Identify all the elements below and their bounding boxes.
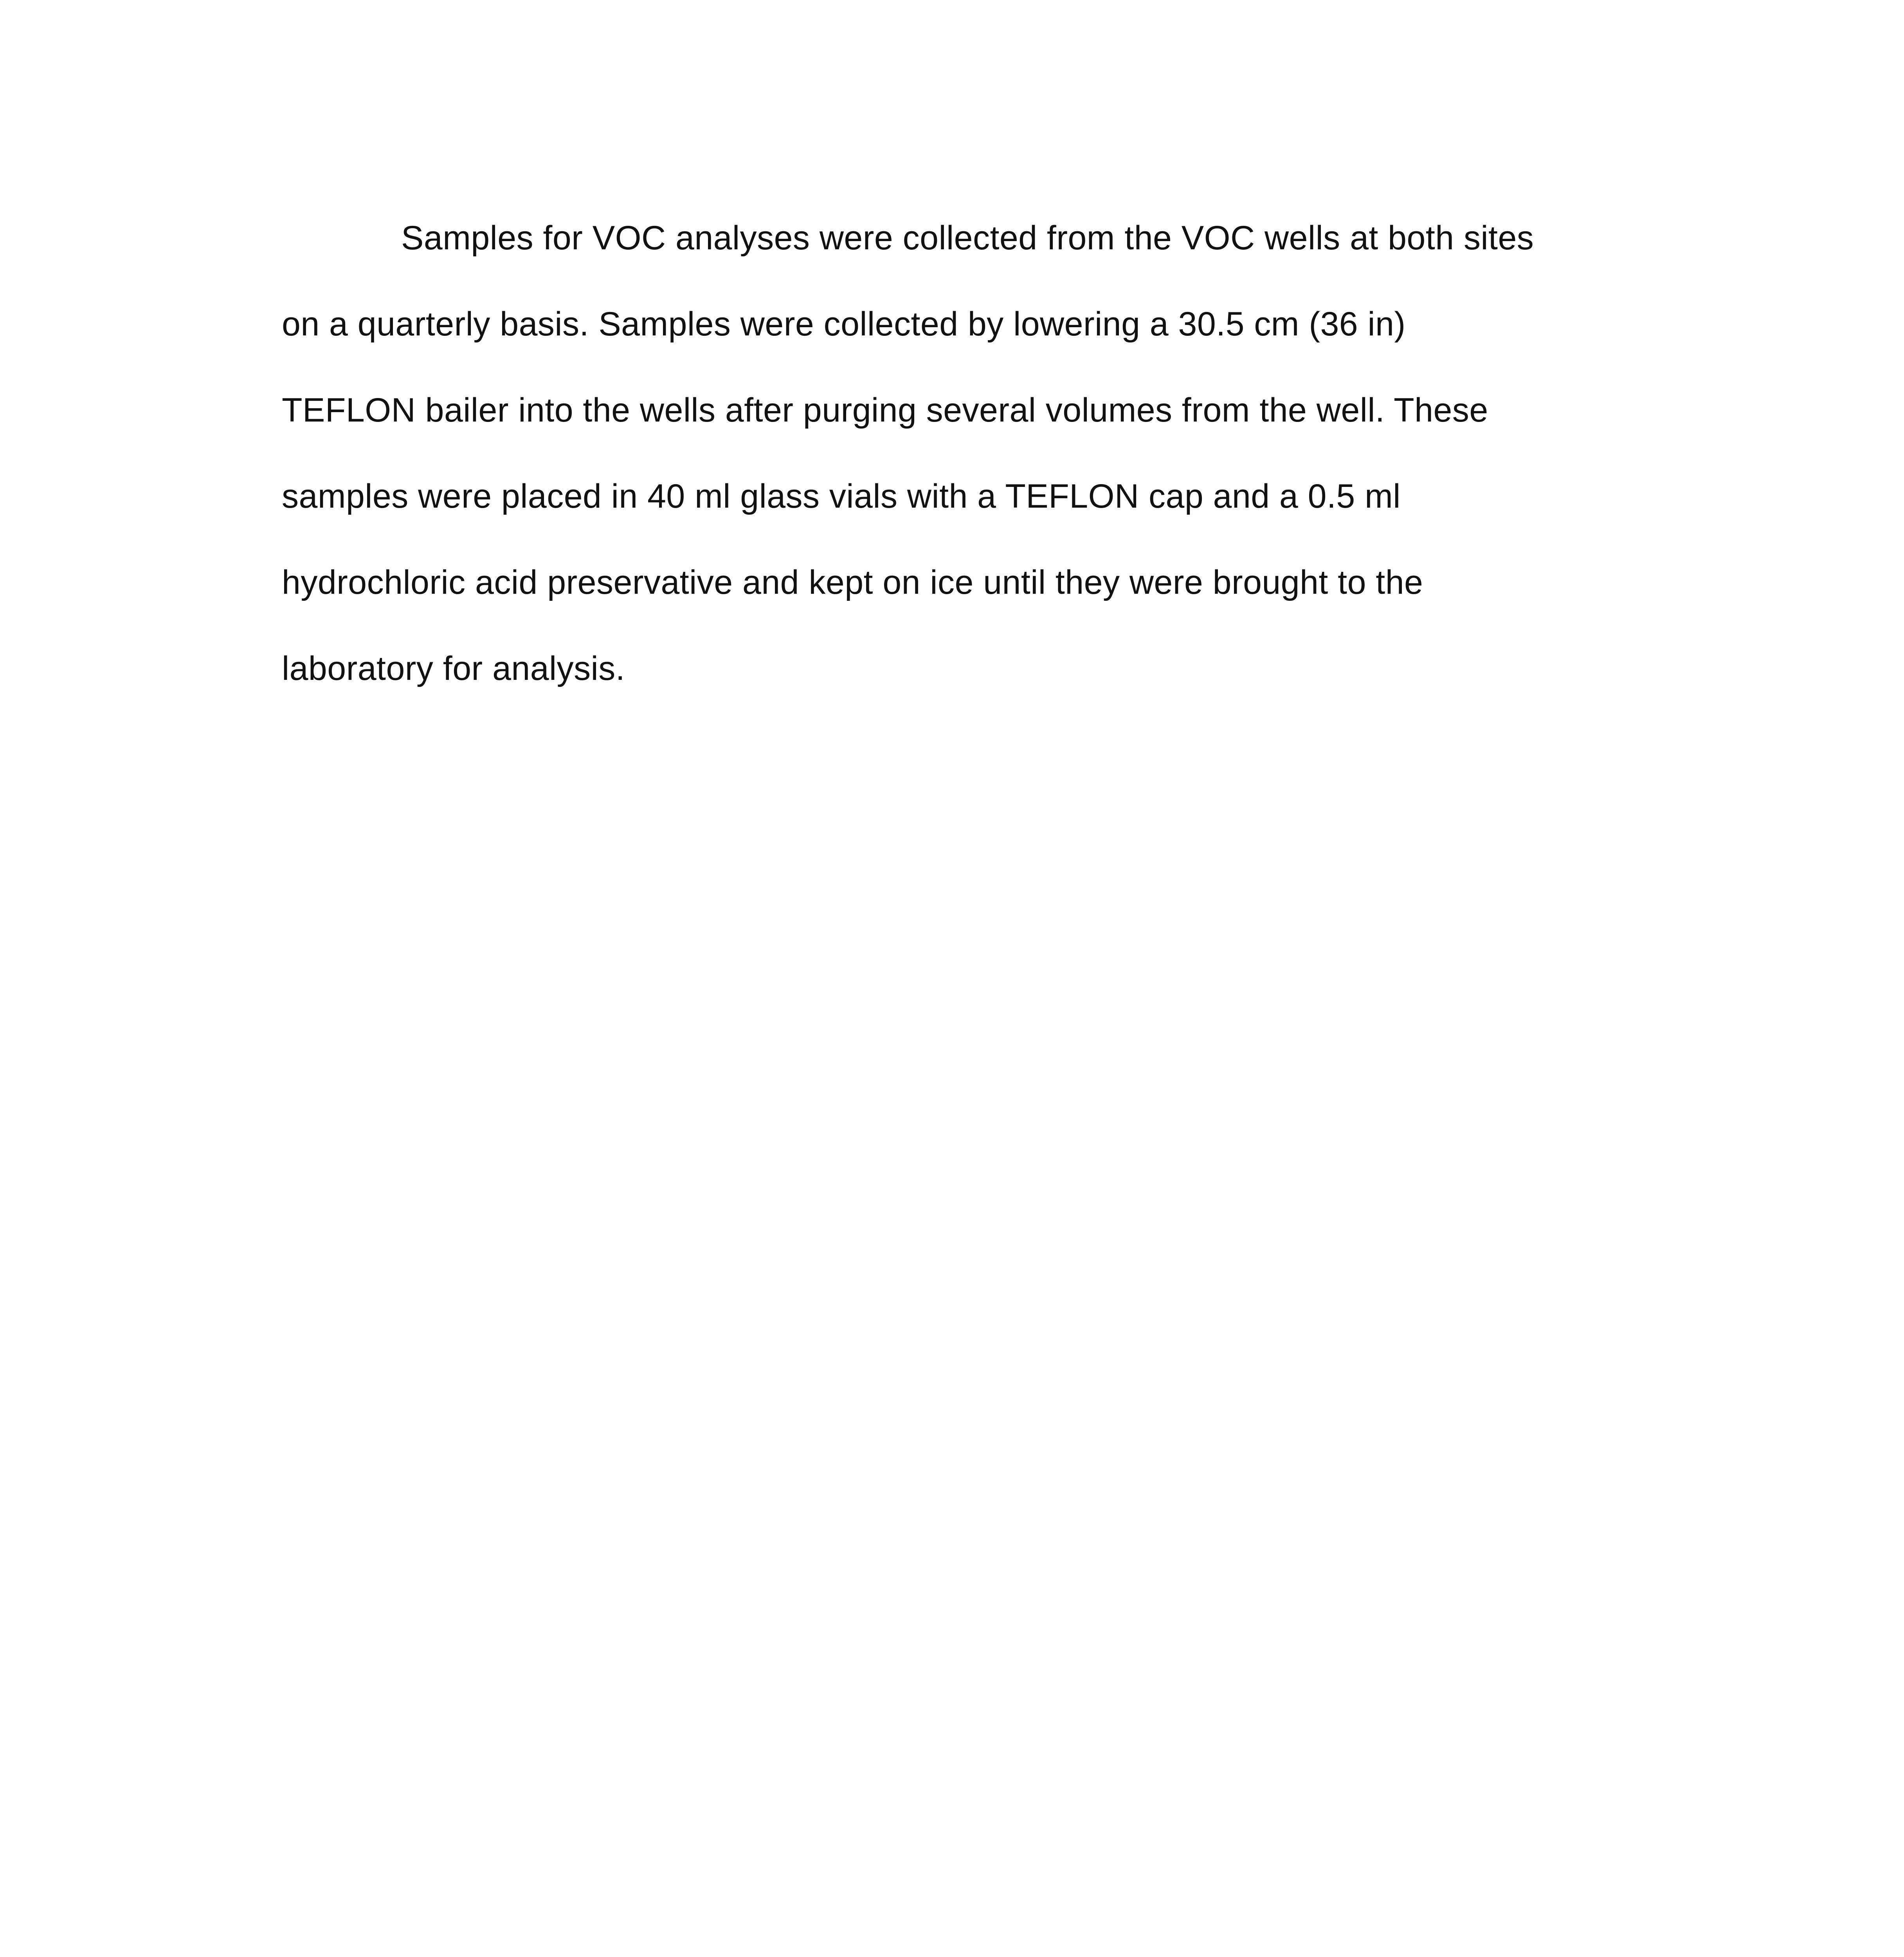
paragraph-line: laboratory for analysis. [282, 650, 625, 687]
paragraph-line: on a quarterly basis. Samples were collected by lowering a 30.5 cm (36 in) [282, 305, 1406, 343]
paragraph-line: hydrochloric acid preservative and kept on ice until they were brought to the [282, 564, 1423, 601]
paragraph-line: samples were placed in 40 ml glass vials with a TEFLON cap and a 0.5 ml [282, 478, 1401, 515]
paragraph-line: TEFLON bailer into the wells after purging several volumes from the well. These [282, 391, 1488, 429]
paragraph-line: Samples for VOC analyses were collected from the VOC wells at both sites [401, 219, 1534, 257]
